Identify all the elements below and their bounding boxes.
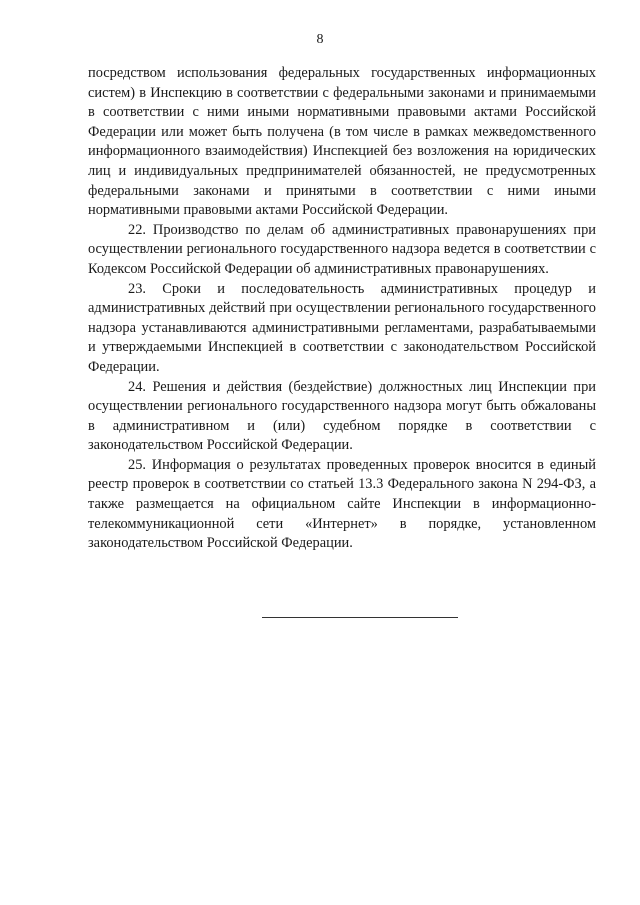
end-divider [262, 617, 458, 618]
paragraph-25: 25. Информация о результатах проведенных проверок вносится в единый реестр проверок в соответствии со статьей 13.3 Федерального закона N 294-ФЗ, а также размещается на официальном сайте Инспекции в информационно-телекоммуникационной сети «Интернет» в порядке, установленном законодательством Российской Федерации. [88, 456, 596, 552]
paragraph-23: 23. Сроки и последовательность административных процедур и административных действий при осуществлении регионального государственного надзора устанавливаются административными регламентами, разрабатываемыми и утверждаемыми Инспекцией в соответствии с законодательством Российской Федерации. [88, 280, 596, 375]
paragraph-continuation: посредством использования федеральных государственных информационных систем) в Инспекцию в соответствии с федеральными законами и принимаемыми в соответствии с ними иными нормативными правовыми актами Российской Федерации или может быть получена (в том числе в рамках межведомственного информационного взаимодействия) Инспекцией без возложения на юридических лиц и индивидуальных предпринимателей обязанностей, не предусмотренных федеральными законами и принятыми в соответствии с ними иными нормативными правовыми актами Российской Федерации. [88, 65, 596, 219]
page-number: 8 [316, 32, 324, 47]
paragraph-22: 22. Производство по делам об административных правонарушениях при осуществлении регионального государственного надзора ведется в соответствии с Кодексом Российской Федерации об административных правонарушениях. [88, 221, 596, 277]
paragraph-24: 24. Решения и действия (бездействие) должностных лиц Инспекции при осуществлении регионального государственного надзора могут быть обжалованы в административном и (или) судебном порядке в соответствии с законодательством Российской Федерации. [88, 378, 596, 454]
document-body [88, 64, 596, 554]
